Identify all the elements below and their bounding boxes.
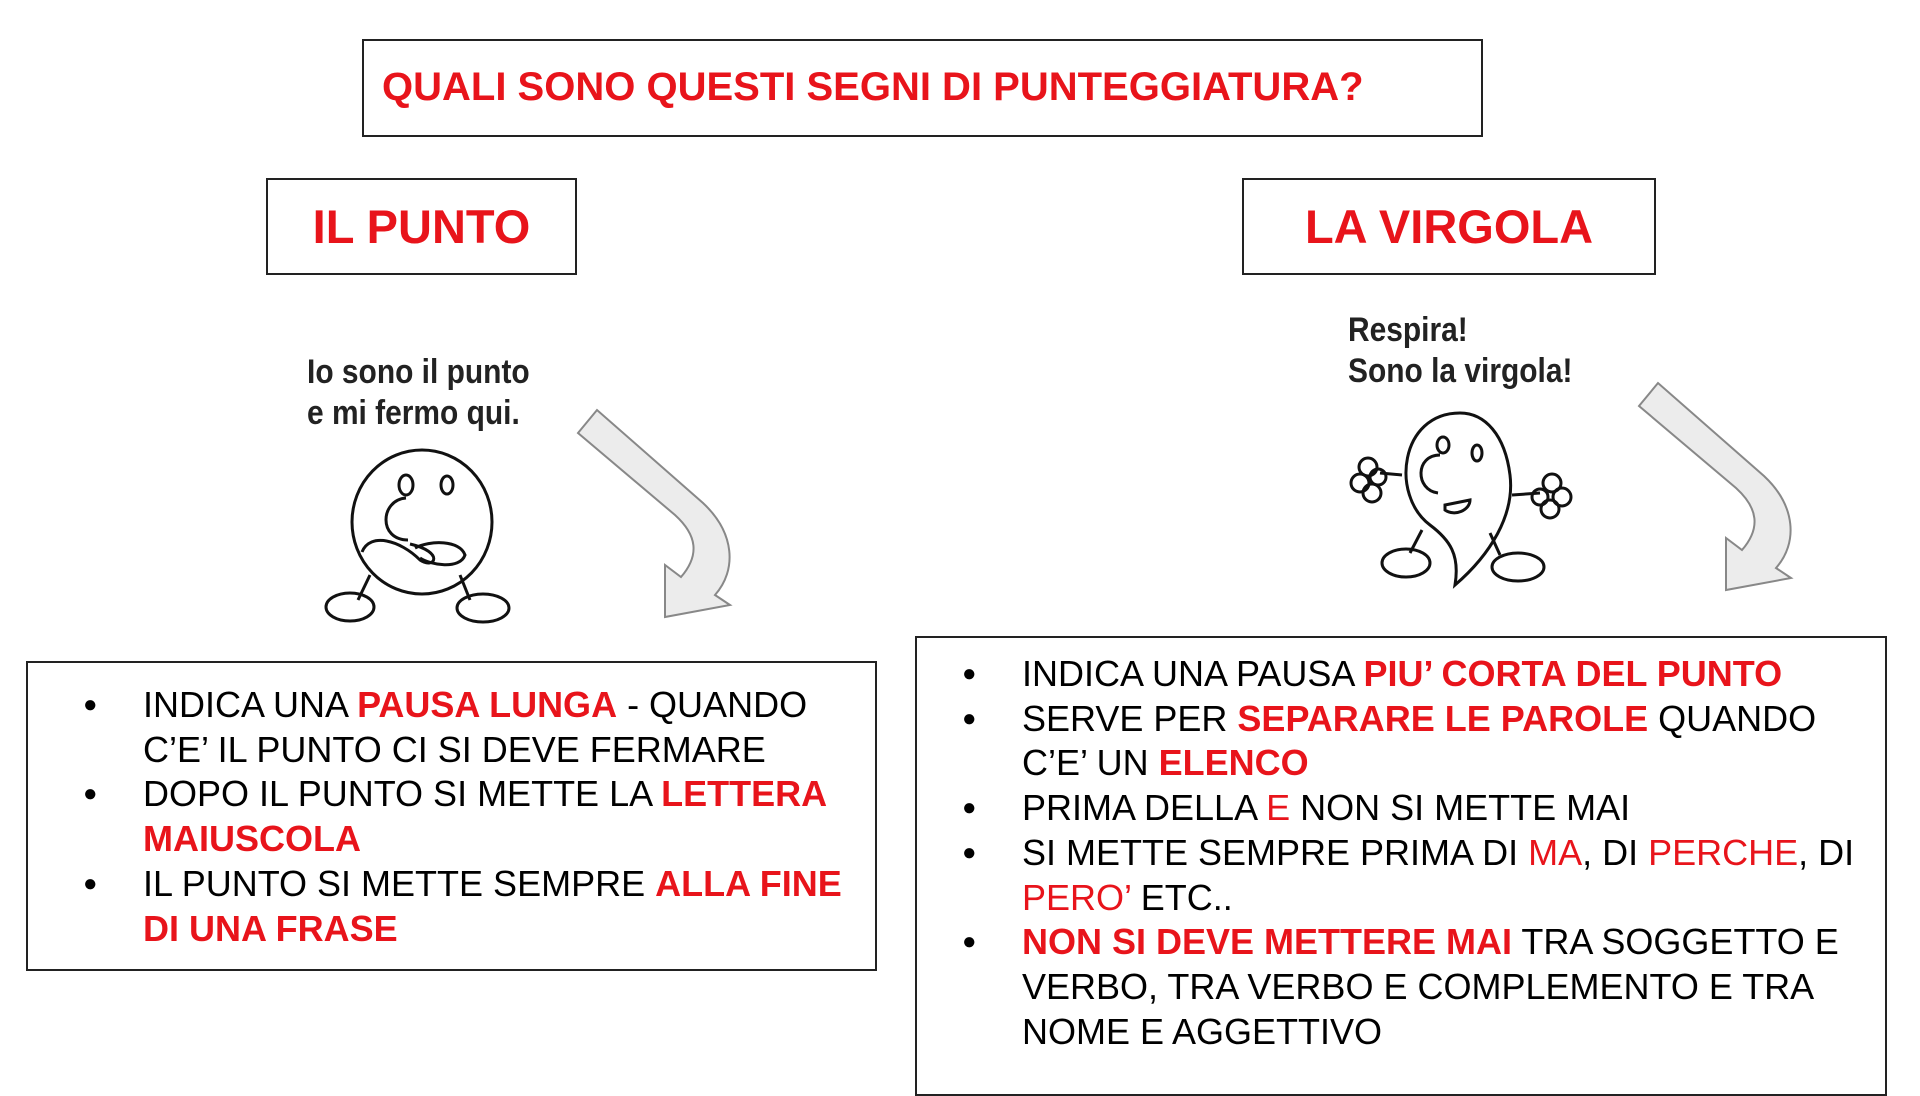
highlight-text: SEPARARE LE PAROLE	[1237, 697, 1649, 739]
virgola-rules-box	[915, 636, 1887, 1096]
highlight-text: LETTERA MAIUSCOLA	[143, 773, 826, 860]
list-item	[83, 862, 873, 951]
highlight-text: PERCHE	[1648, 831, 1799, 873]
curved-arrow-icon	[575, 405, 740, 620]
highlight-text: NON SI DEVE METTERE MAI	[1022, 921, 1513, 963]
rule-text: TRA SOGGETTO E VERBO, TRA VERBO E COMPLEMENTO E TRA NOME E AGGETTIVO	[1022, 921, 1839, 1052]
punto-rules-list	[83, 683, 873, 951]
list-item	[83, 772, 873, 861]
curved-arrow-icon	[1636, 378, 1801, 593]
speech-line: Sono la virgola!	[1348, 352, 1573, 390]
rule-text: NON SI METTE MAI	[1290, 787, 1631, 829]
highlight-text: E	[1266, 787, 1291, 829]
title-box	[362, 39, 1483, 137]
rule-text: SI METTE SEMPRE PRIMA DI	[1022, 831, 1529, 873]
rule-text: - QUANDO C’E’ IL PUNTO CI SI DEVE FERMARE	[143, 684, 808, 770]
rule-text: PRIMA DELLA	[1022, 787, 1267, 829]
highlight-text: MA	[1528, 831, 1583, 873]
highlight-text: PIU’ CORTA DEL PUNTO	[1363, 653, 1783, 694]
speech-punto	[307, 352, 530, 434]
page-title: QUALI SONO QUESTI SEGNI DI PUNTEGGIATURA?	[382, 65, 1364, 109]
speech-line: Io sono il punto	[307, 353, 530, 391]
speech-line: Respira!	[1348, 311, 1468, 349]
list-item	[962, 831, 1882, 920]
rule-text: QUANDO C’E’ UN	[1022, 697, 1817, 784]
virgola-rules-list	[962, 652, 1882, 1054]
list-item	[962, 652, 1882, 697]
highlight-text: PERO’	[1022, 876, 1131, 918]
list-item	[962, 920, 1882, 1054]
rule-text: SERVE PER	[1022, 697, 1238, 739]
speech-virgola	[1348, 310, 1572, 392]
rule-text: ETC..	[1130, 876, 1233, 918]
rule-text: IL PUNTO SI METTE SEMPRE	[143, 862, 656, 904]
punto-character-illustration	[320, 440, 530, 625]
rule-text: INDICA UNA	[143, 684, 358, 725]
virgola-character-illustration	[1340, 405, 1590, 590]
rule-text: , DI	[1798, 831, 1855, 873]
highlight-text: PAUSA LUNGA	[357, 684, 618, 725]
heading-la-virgola: LA VIRGOLA	[1242, 178, 1656, 275]
heading-il-punto: IL PUNTO	[266, 178, 577, 275]
list-item	[83, 683, 873, 772]
speech-line: e mi fermo qui.	[307, 394, 520, 432]
list-item	[962, 786, 1882, 831]
punto-rules-box	[26, 661, 877, 971]
list-item	[962, 697, 1882, 786]
rule-text: INDICA UNA PAUSA	[1022, 653, 1364, 694]
highlight-text: ELENCO	[1158, 742, 1309, 784]
rule-text: DOPO IL PUNTO SI METTE LA	[143, 773, 662, 815]
rule-text: , DI	[1582, 831, 1649, 873]
highlight-text: ALLA FINE DI UNA FRASE	[143, 862, 842, 949]
